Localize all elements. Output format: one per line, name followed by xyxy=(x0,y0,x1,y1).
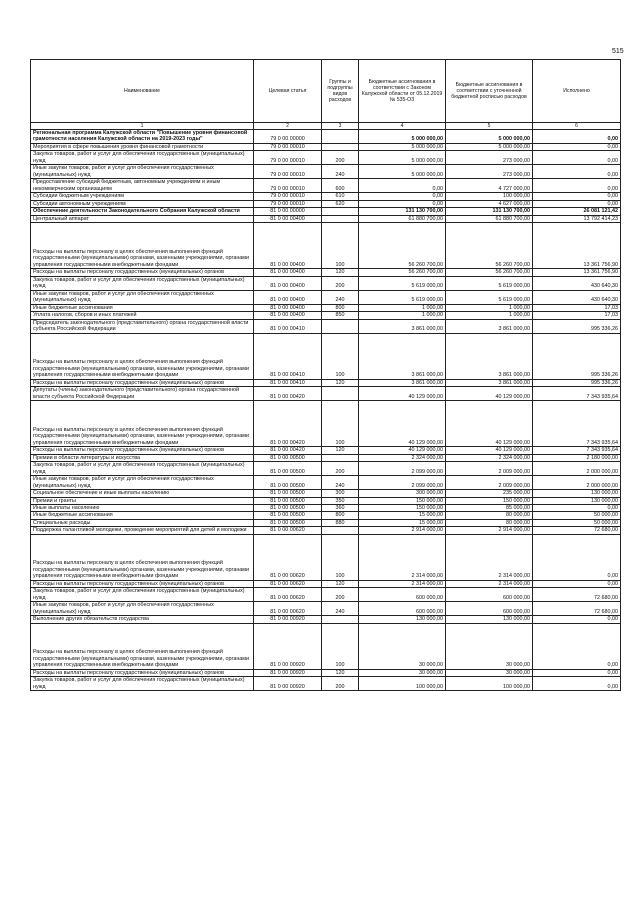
approved-amount-cell: 3 861 000,00 xyxy=(359,379,446,386)
header-executed: Исполнено xyxy=(533,60,621,123)
expense-group-cell: 100 xyxy=(322,401,359,447)
row-name-cell: Иные закупки товаров, работ и услуг для обеспечения государственных (муниципальных) нужд xyxy=(31,165,254,179)
header-code: Целевая статья xyxy=(254,60,322,123)
page-number: 515 xyxy=(612,48,624,55)
table-row xyxy=(31,333,621,379)
expense-group-cell: 800 xyxy=(322,304,359,311)
approved-amount-cell: 5 000 000,00 xyxy=(359,143,446,150)
adjusted-amount-cell: 600 000,00 xyxy=(446,602,533,616)
executed-amount-cell: 50 000,00 xyxy=(533,519,621,526)
expense-group-cell: 240 xyxy=(322,290,359,304)
executed-amount-cell: 130 000,00 xyxy=(533,490,621,497)
table-row xyxy=(31,165,621,179)
table-row xyxy=(31,588,621,602)
expense-group-cell: 350 xyxy=(322,497,359,504)
target-article-cell: 81 0 00 00920 xyxy=(254,669,322,676)
approved-amount-cell: 56 260 700,00 xyxy=(359,223,446,269)
expense-group-cell: 120 xyxy=(322,580,359,587)
executed-amount-cell: 7 343 935,64 xyxy=(533,401,621,447)
approved-amount-cell: 5 619 000,00 xyxy=(359,276,446,290)
table-row xyxy=(31,669,621,676)
target-article-cell: 81 0 00 00400 xyxy=(254,276,322,290)
expense-group-cell xyxy=(322,143,359,150)
approved-amount-cell: 0,00 xyxy=(359,200,446,207)
row-name-cell: Субсидии бюджетным учреждениям xyxy=(31,193,254,200)
executed-amount-cell: 72 680,00 xyxy=(533,602,621,616)
approved-amount-cell: 0,00 xyxy=(359,179,446,193)
table-header-row xyxy=(31,60,621,123)
executed-amount-cell: 0,00 xyxy=(533,623,621,669)
adjusted-amount-cell: 2 009 000,00 xyxy=(446,476,533,490)
executed-amount-cell: 0,00 xyxy=(533,151,621,165)
approved-amount-cell: 3 861 000,00 xyxy=(359,333,446,379)
executed-amount-cell: 7 343 935,64 xyxy=(533,447,621,454)
adjusted-amount-cell: 130 000,00 xyxy=(446,616,533,623)
expense-group-cell: 600 xyxy=(322,179,359,193)
table-row xyxy=(31,512,621,519)
table-row xyxy=(31,527,621,534)
expense-group-cell xyxy=(322,387,359,401)
target-article-cell: 81 0 00 00420 xyxy=(254,401,322,447)
adjusted-amount-cell: 131 130 700,00 xyxy=(446,208,533,215)
adjusted-amount-cell: 600 000,00 xyxy=(446,588,533,602)
expense-group-cell: 360 xyxy=(322,504,359,511)
approved-amount-cell: 1 000,00 xyxy=(359,312,446,319)
adjusted-amount-cell: 150 000,00 xyxy=(446,497,533,504)
row-name-cell: Расходы на выплаты персоналу в целях обеспечения выполнения функций государственными (муниципальными) органами, казенными учреждениями, органами управления государственными внебюджетными фондами xyxy=(31,534,254,580)
table-row xyxy=(31,208,621,215)
expense-group-cell xyxy=(322,454,359,461)
expense-group-cell xyxy=(322,208,359,215)
executed-amount-cell: 17,03 xyxy=(533,312,621,319)
executed-amount-cell: 0,00 xyxy=(533,143,621,150)
adjusted-amount-cell: 100 000,00 xyxy=(446,193,533,200)
table-row xyxy=(31,476,621,490)
expense-group-cell xyxy=(322,527,359,534)
column-number: 5 xyxy=(446,123,533,130)
table-row xyxy=(31,319,621,333)
executed-amount-cell: 72 680,00 xyxy=(533,588,621,602)
approved-amount-cell: 5 619 000,00 xyxy=(359,290,446,304)
table-row xyxy=(31,215,621,222)
executed-amount-cell: 26 081 121,42 xyxy=(533,208,621,215)
target-article-cell: 81 0 00 00400 xyxy=(254,304,322,311)
expense-group-cell: 240 xyxy=(322,476,359,490)
executed-amount-cell: 0,00 xyxy=(533,193,621,200)
target-article-cell: 81 0 00 00500 xyxy=(254,476,322,490)
expense-group-cell: 200 xyxy=(322,276,359,290)
expense-group-cell xyxy=(322,319,359,333)
table-row xyxy=(31,616,621,623)
row-name-cell: Центральный аппарат xyxy=(31,215,254,222)
row-name-cell: Социальное обеспечение и иные выплаты населению xyxy=(31,490,254,497)
table-row xyxy=(31,312,621,319)
adjusted-amount-cell: 273 000,00 xyxy=(446,165,533,179)
target-article-cell: 81 0 00 00500 xyxy=(254,454,322,461)
table-row xyxy=(31,179,621,193)
adjusted-amount-cell: 100 000,00 xyxy=(446,677,533,691)
target-article-cell: 79 0 00 00010 xyxy=(254,151,322,165)
adjusted-amount-cell: 273 000,00 xyxy=(446,151,533,165)
row-name-cell: Региональная программа Калужской области "Повышение уровня финансовой грамотности населения Калужской области на 2019-2023 годы" xyxy=(31,130,254,144)
row-name-cell: Расходы на выплаты персоналу в целях обеспечения выполнения функций государственными (муниципальными) органами, казенными учреждениями, органами управления государственными внебюджетными фондами xyxy=(31,333,254,379)
row-name-cell: Премии и гранты xyxy=(31,497,254,504)
executed-amount-cell: 0,00 xyxy=(533,130,621,144)
approved-amount-cell: 600 000,00 xyxy=(359,602,446,616)
row-name-cell: Закупка товаров, работ и услуг для обеспечения государственных (муниципальных) нужд xyxy=(31,462,254,476)
adjusted-amount-cell: 2 009 000,00 xyxy=(446,462,533,476)
approved-amount-cell: 150 000,00 xyxy=(359,497,446,504)
approved-amount-cell: 300 000,00 xyxy=(359,490,446,497)
column-number: 6 xyxy=(533,123,621,130)
table-row xyxy=(31,401,621,447)
table-row xyxy=(31,223,621,269)
table-row xyxy=(31,580,621,587)
target-article-cell: 81 0 00 00620 xyxy=(254,527,322,534)
adjusted-amount-cell: 80 000,00 xyxy=(446,519,533,526)
expense-group-cell: 850 xyxy=(322,312,359,319)
expense-group-cell: 200 xyxy=(322,677,359,691)
target-article-cell: 81 0 00 00620 xyxy=(254,580,322,587)
table-row xyxy=(31,602,621,616)
expense-group-cell: 620 xyxy=(322,200,359,207)
column-number: 1 xyxy=(31,123,254,130)
adjusted-amount-cell: 5 000 000,00 xyxy=(446,143,533,150)
row-name-cell: Выполнение других обязательств государства xyxy=(31,616,254,623)
adjusted-amount-cell: 2 314 000,00 xyxy=(446,580,533,587)
table-row xyxy=(31,504,621,511)
adjusted-amount-cell: 3 861 000,00 xyxy=(446,333,533,379)
target-article-cell: 81 0 00 00500 xyxy=(254,504,322,511)
approved-amount-cell: 600 000,00 xyxy=(359,588,446,602)
table-row xyxy=(31,290,621,304)
target-article-cell: 81 0 00 00420 xyxy=(254,447,322,454)
approved-amount-cell: 100 000,00 xyxy=(359,677,446,691)
executed-amount-cell: 2 000 000,00 xyxy=(533,476,621,490)
approved-amount-cell: 40 129 000,00 xyxy=(359,387,446,401)
table-row xyxy=(31,623,621,669)
target-article-cell: 79 0 00 00010 xyxy=(254,143,322,150)
target-article-cell: 81 0 00 00400 xyxy=(254,215,322,222)
budget-table xyxy=(30,59,621,691)
approved-amount-cell: 131 130 700,00 xyxy=(359,208,446,215)
target-article-cell: 81 0 00 00500 xyxy=(254,497,322,504)
target-article-cell: 81 0 00 00620 xyxy=(254,602,322,616)
approved-amount-cell: 5 000 000,00 xyxy=(359,151,446,165)
expense-group-cell xyxy=(322,215,359,222)
row-name-cell: Расходы на выплаты персоналу государственных (муниципальных) органов xyxy=(31,269,254,276)
executed-amount-cell: 0,00 xyxy=(533,179,621,193)
row-name-cell: Расходы на выплаты персоналу государственных (муниципальных) органов xyxy=(31,447,254,454)
expense-group-cell: 880 xyxy=(322,519,359,526)
adjusted-amount-cell: 80 000,00 xyxy=(446,512,533,519)
target-article-cell: 81 0 00 00410 xyxy=(254,379,322,386)
adjusted-amount-cell: 56 260 700,00 xyxy=(446,269,533,276)
column-number: 4 xyxy=(359,123,446,130)
executed-amount-cell: 13 361 756,90 xyxy=(533,223,621,269)
target-article-cell: 81 0 00 00500 xyxy=(254,519,322,526)
header-approved: Бюджетные ассигнования в соответствии с Законом Калужской области от 05.12.2019 № 535-ОЗ xyxy=(359,60,446,123)
executed-amount-cell: 0,00 xyxy=(533,504,621,511)
expense-group-cell: 200 xyxy=(322,151,359,165)
expense-group-cell: 120 xyxy=(322,379,359,386)
executed-amount-cell: 995 336,26 xyxy=(533,379,621,386)
row-name-cell: Закупка товаров, работ и услуг для обеспечения государственных (муниципальных) нужд xyxy=(31,588,254,602)
target-article-cell: 81 0 00 00400 xyxy=(254,312,322,319)
adjusted-amount-cell: 30 000,00 xyxy=(446,623,533,669)
expense-group-cell: 100 xyxy=(322,534,359,580)
table-row xyxy=(31,200,621,207)
executed-amount-cell: 995 336,26 xyxy=(533,333,621,379)
executed-amount-cell: 13 361 756,90 xyxy=(533,269,621,276)
executed-amount-cell: 2 000 000,00 xyxy=(533,462,621,476)
executed-amount-cell: 430 640,30 xyxy=(533,290,621,304)
header-name: Наименование xyxy=(31,60,254,123)
expense-group-cell: 240 xyxy=(322,165,359,179)
target-article-cell: 81 0 00 00410 xyxy=(254,319,322,333)
table-row xyxy=(31,151,621,165)
executed-amount-cell: 430 640,30 xyxy=(533,276,621,290)
target-article-cell: 81 0 00 00920 xyxy=(254,616,322,623)
table-row xyxy=(31,193,621,200)
target-article-cell: 81 0 00 00400 xyxy=(254,223,322,269)
expense-group-cell: 120 xyxy=(322,269,359,276)
approved-amount-cell: 0,00 xyxy=(359,193,446,200)
adjusted-amount-cell: 2 914 000,00 xyxy=(446,527,533,534)
row-name-cell: Предоставление субсидий бюджетным, автономным учреждениям и иным некоммерческим организациям xyxy=(31,179,254,193)
row-name-cell: Субсидии автономным учреждениям xyxy=(31,200,254,207)
target-article-cell: 81 0 00 00620 xyxy=(254,534,322,580)
table-row xyxy=(31,269,621,276)
expense-group-cell: 120 xyxy=(322,447,359,454)
expense-group-cell: 800 xyxy=(322,512,359,519)
target-article-cell: 81 0 00 00400 xyxy=(254,290,322,304)
approved-amount-cell: 56 260 700,00 xyxy=(359,269,446,276)
adjusted-amount-cell: 2 324 000,00 xyxy=(446,454,533,461)
row-name-cell: Расходы на выплаты персоналу в целях обеспечения выполнения функций государственными (муниципальными) органами, казенными учреждениями, органами управления государственными внебюджетными фондами xyxy=(31,223,254,269)
adjusted-amount-cell: 40 129 000,00 xyxy=(446,401,533,447)
target-article-cell: 79 0 00 00010 xyxy=(254,165,322,179)
table-row xyxy=(31,462,621,476)
row-name-cell: Уплата налогов, сборов и иных платежей xyxy=(31,312,254,319)
row-name-cell: Депутаты (члены) законодательного (представительного) органа государственной власти субъекта Российской Федерации xyxy=(31,387,254,401)
adjusted-amount-cell: 5 000 000,00 xyxy=(446,130,533,144)
expense-group-cell: 200 xyxy=(322,462,359,476)
column-number: 2 xyxy=(254,123,322,130)
expense-group-cell: 120 xyxy=(322,669,359,676)
expense-group-cell: 240 xyxy=(322,602,359,616)
executed-amount-cell: 13 792 414,23 xyxy=(533,215,621,222)
target-article-cell: 81 0 00 00500 xyxy=(254,512,322,519)
executed-amount-cell: 0,00 xyxy=(533,677,621,691)
approved-amount-cell: 2 099 000,00 xyxy=(359,462,446,476)
adjusted-amount-cell: 3 861 000,00 xyxy=(446,379,533,386)
approved-amount-cell: 2 314 000,00 xyxy=(359,580,446,587)
target-article-cell: 81 0 00 00420 xyxy=(254,387,322,401)
expense-group-cell: 100 xyxy=(322,333,359,379)
row-name-cell: Расходы на выплаты персоналу государственных (муниципальных) органов xyxy=(31,379,254,386)
row-name-cell: Иные закупки товаров, работ и услуг для обеспечения государственных (муниципальных) нужд xyxy=(31,290,254,304)
table-row xyxy=(31,454,621,461)
target-article-cell: 81 0 00 00400 xyxy=(254,269,322,276)
adjusted-amount-cell: 1 000,00 xyxy=(446,312,533,319)
approved-amount-cell: 30 000,00 xyxy=(359,669,446,676)
row-name-cell: Председатель законодательного (представительного) органа государственной власти субъекта Российской Федерации xyxy=(31,319,254,333)
row-name-cell: Расходы на выплаты персоналу государственных (муниципальных) органов xyxy=(31,580,254,587)
approved-amount-cell: 40 129 000,00 xyxy=(359,447,446,454)
adjusted-amount-cell: 5 619 000,00 xyxy=(446,290,533,304)
table-row xyxy=(31,497,621,504)
table-row xyxy=(31,130,621,144)
row-name-cell: Закупка товаров, работ и услуг для обеспечения государственных (муниципальных) нужд xyxy=(31,276,254,290)
table-row xyxy=(31,490,621,497)
table-row xyxy=(31,304,621,311)
target-article-cell: 81 0 00 00410 xyxy=(254,333,322,379)
adjusted-amount-cell: 2 314 000,00 xyxy=(446,534,533,580)
row-name-cell: Закупка товаров, работ и услуг для обеспечения государственных (муниципальных) нужд xyxy=(31,151,254,165)
expense-group-cell: 200 xyxy=(322,588,359,602)
adjusted-amount-cell: 4 627 000,00 xyxy=(446,200,533,207)
adjusted-amount-cell: 40 129 000,00 xyxy=(446,447,533,454)
target-article-cell: 81 0 00 00920 xyxy=(254,623,322,669)
target-article-cell: 79 0 00 00000 xyxy=(254,130,322,144)
executed-amount-cell: 130 000,00 xyxy=(533,497,621,504)
table-row xyxy=(31,519,621,526)
approved-amount-cell: 30 000,00 xyxy=(359,623,446,669)
adjusted-amount-cell: 85 000,00 xyxy=(446,504,533,511)
adjusted-amount-cell: 61 880 700,00 xyxy=(446,215,533,222)
approved-amount-cell: 5 000 000,00 xyxy=(359,130,446,144)
adjusted-amount-cell: 1 000,00 xyxy=(446,304,533,311)
expense-group-cell xyxy=(322,616,359,623)
executed-amount-cell: 17,03 xyxy=(533,304,621,311)
table-row xyxy=(31,677,621,691)
target-article-cell: 79 0 00 00010 xyxy=(254,179,322,193)
target-article-cell: 79 0 00 00010 xyxy=(254,193,322,200)
expense-group-cell: 300 xyxy=(322,490,359,497)
executed-amount-cell: 0,00 xyxy=(533,165,621,179)
target-article-cell: 81 0 00 00500 xyxy=(254,490,322,497)
approved-amount-cell: 61 880 700,00 xyxy=(359,215,446,222)
table-row xyxy=(31,447,621,454)
target-article-cell: 81 0 00 00620 xyxy=(254,588,322,602)
approved-amount-cell: 15 000,00 xyxy=(359,512,446,519)
table-row xyxy=(31,379,621,386)
approved-amount-cell: 2 914 000,00 xyxy=(359,527,446,534)
approved-amount-cell: 150 000,00 xyxy=(359,504,446,511)
row-name-cell: Иные закупки товаров, работ и услуг для обеспечения государственных (муниципальных) нужд xyxy=(31,476,254,490)
executed-amount-cell: 995 336,26 xyxy=(533,319,621,333)
approved-amount-cell: 40 129 000,00 xyxy=(359,401,446,447)
table-row xyxy=(31,276,621,290)
row-name-cell: Иные выплаты населению xyxy=(31,504,254,511)
approved-amount-cell: 2 314 000,00 xyxy=(359,534,446,580)
expense-group-cell: 100 xyxy=(322,623,359,669)
target-article-cell: 81 0 00 00500 xyxy=(254,462,322,476)
adjusted-amount-cell: 235 000,00 xyxy=(446,490,533,497)
row-name-cell: Расходы на выплаты персоналу в целях обеспечения выполнения функций государственными (муниципальными) органами, казенными учреждениями, органами управления государственными внебюджетными фондами xyxy=(31,623,254,669)
executed-amount-cell: 2 180 000,00 xyxy=(533,454,621,461)
adjusted-amount-cell: 4 727 000,00 xyxy=(446,179,533,193)
target-article-cell: 79 0 00 00010 xyxy=(254,200,322,207)
approved-amount-cell: 15 000,00 xyxy=(359,519,446,526)
executed-amount-cell: 0,00 xyxy=(533,580,621,587)
column-number: 3 xyxy=(322,123,359,130)
approved-amount-cell: 3 861 000,00 xyxy=(359,319,446,333)
approved-amount-cell: 5 000 000,00 xyxy=(359,165,446,179)
row-name-cell: Закупка товаров, работ и услуг для обеспечения государственных (муниципальных) нужд xyxy=(31,677,254,691)
adjusted-amount-cell: 30 000,00 xyxy=(446,669,533,676)
executed-amount-cell: 7 343 935,64 xyxy=(533,387,621,401)
approved-amount-cell: 130 000,00 xyxy=(359,616,446,623)
row-name-cell: Расходы на выплаты персоналу государственных (муниципальных) органов xyxy=(31,669,254,676)
table-row xyxy=(31,387,621,401)
expense-group-cell: 100 xyxy=(322,223,359,269)
row-name-cell: Обеспечение деятельности Законодательного Собрания Калужской области xyxy=(31,208,254,215)
row-name-cell: Поддержка талантливой молодежи, проведение мероприятий для детей и молодежи xyxy=(31,527,254,534)
row-name-cell: Иные бюджетные ассигнования xyxy=(31,512,254,519)
executed-amount-cell: 0,00 xyxy=(533,669,621,676)
approved-amount-cell: 2 324 000,00 xyxy=(359,454,446,461)
table-row xyxy=(31,143,621,150)
executed-amount-cell: 50 000,00 xyxy=(533,512,621,519)
target-article-cell: 81 0 00 00920 xyxy=(254,677,322,691)
table-row xyxy=(31,534,621,580)
adjusted-amount-cell: 5 619 000,00 xyxy=(446,276,533,290)
executed-amount-cell: 0,00 xyxy=(533,616,621,623)
row-name-cell: Расходы на выплаты персоналу в целях обеспечения выполнения функций государственными (муниципальными) органами, казенными учреждениями, органами управления государственными внебюджетными фондами xyxy=(31,401,254,447)
header-group: Группы и подгруппы видов расходов xyxy=(322,60,359,123)
executed-amount-cell: 0,00 xyxy=(533,200,621,207)
target-article-cell: 81 0 00 00000 xyxy=(254,208,322,215)
header-adjusted: Бюджетные ассигнования в соответствии с уточненной бюджетной росписью расходов xyxy=(446,60,533,123)
column-number-row xyxy=(31,123,621,130)
row-name-cell: Специальные расходы xyxy=(31,519,254,526)
row-name-cell: Иные закупки товаров, работ и услуг для обеспечения государственных (муниципальных) нужд xyxy=(31,602,254,616)
adjusted-amount-cell: 3 861 000,00 xyxy=(446,319,533,333)
adjusted-amount-cell: 56 260 700,00 xyxy=(446,223,533,269)
executed-amount-cell: 72 680,00 xyxy=(533,527,621,534)
expense-group-cell xyxy=(322,130,359,144)
row-name-cell: Премии в области литературы и искусства xyxy=(31,454,254,461)
row-name-cell: Иные бюджетные ассигнования xyxy=(31,304,254,311)
approved-amount-cell: 2 099 000,00 xyxy=(359,476,446,490)
approved-amount-cell: 1 000,00 xyxy=(359,304,446,311)
executed-amount-cell: 0,00 xyxy=(533,534,621,580)
adjusted-amount-cell: 40 129 000,00 xyxy=(446,387,533,401)
row-name-cell: Мероприятия в сфере повышения уровня финансовой грамотности xyxy=(31,143,254,150)
expense-group-cell: 610 xyxy=(322,193,359,200)
